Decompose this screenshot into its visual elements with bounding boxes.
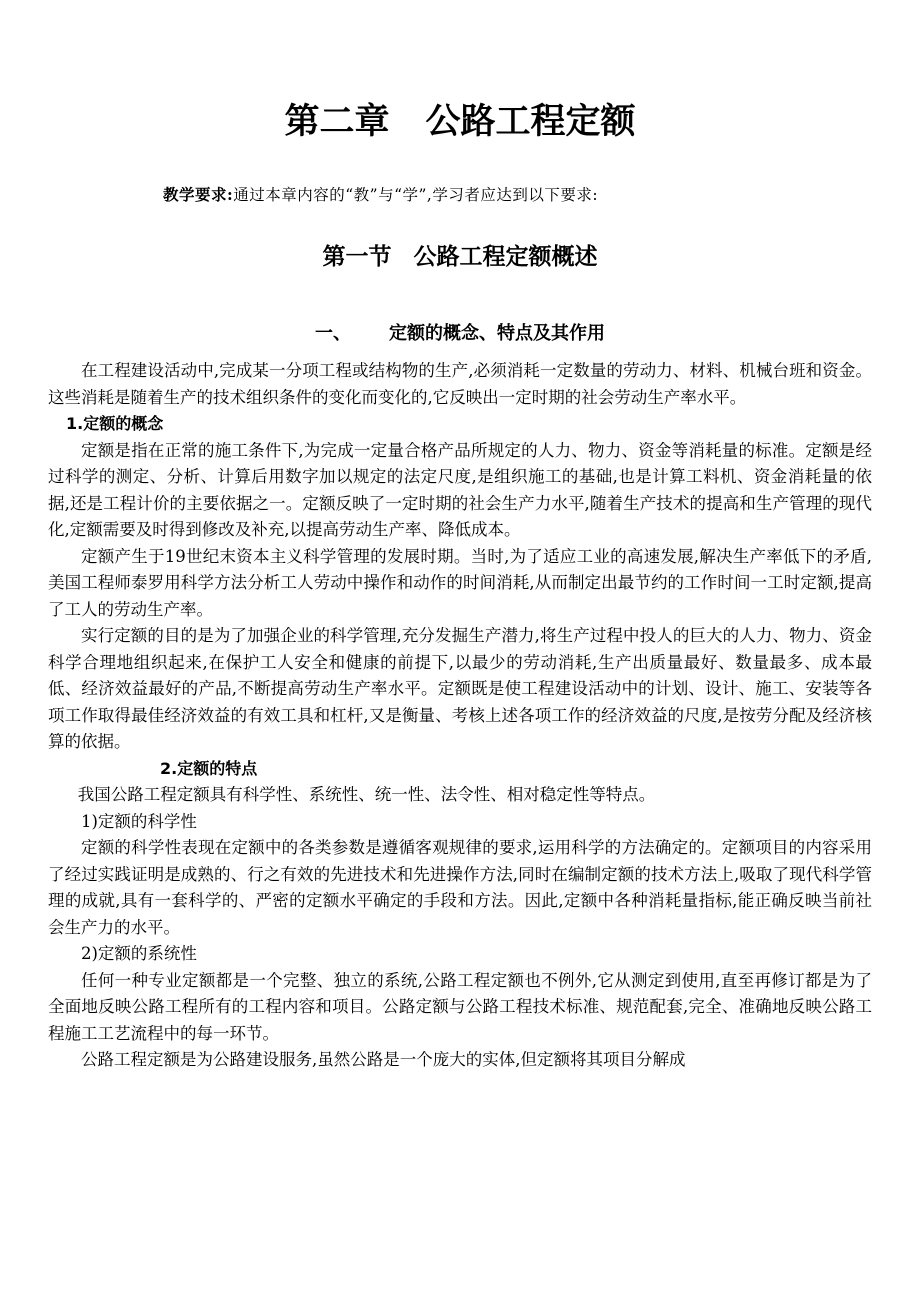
paragraph-feature-2-cont: 公路工程定额是为公路建设服务,虽然公路是一个庞大的实体,但定额将其项目分解成 xyxy=(81,1050,686,1069)
paragraph-concept-3: 实行定额的目的是为了加强企业的科学管理,充分发掘生产潜力,将生产过程中投人的巨大的人力、物力、资金科学合理地组织起来,在保护工人安全和健康的前提下,以最少的劳动消耗,生产出质量最好、数量最多、成本最低、经济效益最好的产品,不断提高劳动生产率水平。定额既是使工程建设活动中的计划、设计、施工、安装等各项工作取得最佳经济效益的有效工具和杠杆,又是衡量、考核上述各项工作的经济效益的尺度,是按劳分配及经济核算的依据。 xyxy=(48,626,872,751)
section-title xyxy=(48,242,872,272)
subsection-title xyxy=(48,322,872,346)
section-name: 公路工程定额概述 xyxy=(413,244,598,270)
subsection-number: 一、 xyxy=(315,323,351,344)
paragraph-features-intro: 我国公路工程定额具有科学性、系统性、统一性、法令性、相对稳定性等特点。 xyxy=(77,785,656,804)
paragraph-feature-1: 定额的科学性表现在定额中的各类参数是遵循客观规律的要求,运用科学的方法确定的。定额项目的内容采用了经过实践证明是成熟的、行之有效的先进技术和先进操作方法,同时在编制定额的技术方法上,吸取了现代科学管理的成就,具有一套科学的、严密的定额水平确定的手段和方法。因此,定额中各种消耗量指标,能正确反映当前社会生产力的水平。 xyxy=(48,838,872,937)
feature-1-title: 1)定额的科学性 xyxy=(81,811,197,831)
paragraph-intro: 在工程建设活动中,完成某一分项工程或结构物的生产,必须消耗一定数量的劳动力、材料、机械台班和资金。这些消耗是随着生产的技术组织条件的变化而变化的,它反映出一定时期的社会劳动生产率水平。 xyxy=(48,361,872,407)
heading-features: 2.定额的特点 xyxy=(160,758,258,778)
paragraph-concept-2: 定额产生于19世纪末资本主义科学管理的发展时期。当时,为了适应工业的高速发展,解决生产率低下的矛盾,美国工程师泰罗用科学方法分析工人劳动中操作和动作的时间消耗,从而制定出最节约的工作时间一工时定额,提高了工人的劳动生产率。 xyxy=(48,546,872,619)
subsection-name: 定额的概念、特点及其作用 xyxy=(389,323,605,344)
teaching-requirements xyxy=(48,184,872,206)
paragraph-feature-2: 任何一种专业定额都是一个完整、独立的系统,公路工程定额也不例外,它从测定到使用,直至再修订都是为了全面地反映公路工程所有的工程内容和项目。公路定额与公路工程技术标准、规范配套,完全、准确地反映公路工程施工工艺流程中的每一环节。 xyxy=(48,970,872,1043)
chapter-number: 第二章 xyxy=(284,102,390,142)
feature-2-title: 2)定额的系统性 xyxy=(81,944,197,963)
chapter-name: 公路工程定额 xyxy=(425,102,636,142)
chapter-title xyxy=(48,0,872,142)
teaching-label: 教学要求: xyxy=(163,185,234,204)
body-text xyxy=(48,358,872,1074)
paragraph-concept-1: 定额是指在正常的施工条件下,为完成一定量合格产品所规定的人力、物力、资金等消耗量的标准。定额是经过科学的测定、分析、计算后用数字加以规定的法定尺度,是组织施工的基础,也是计算工料机、资金消耗量的依据,还是工程计价的主要依据之一。定额反映了一定时期的社会生产力水平,随着生产技术的提高和生产管理的现代化,定额需要及时得到修改及补充,以提高劳动生产率、降低成本。 xyxy=(48,440,872,539)
teaching-text: 通过本章内容的“教”与“学”,学习者应达到以下要求: xyxy=(233,186,599,204)
heading-concept: 1.定额的概念 xyxy=(66,414,164,433)
section-number: 第一节 xyxy=(322,244,392,270)
